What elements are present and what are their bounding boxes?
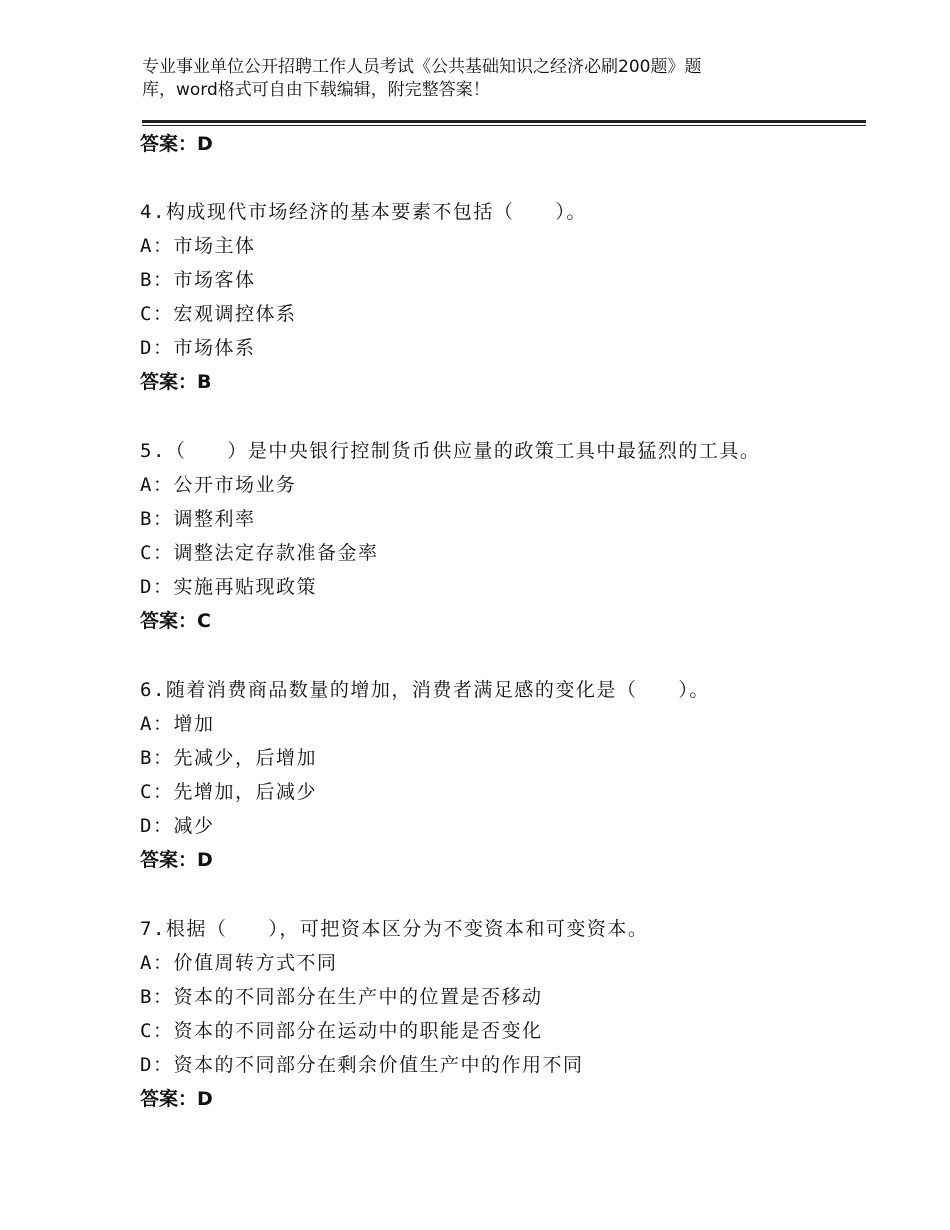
option-c: C：先增加，后减少	[140, 781, 317, 803]
option-b: B：市场客体	[140, 269, 256, 291]
question-4	[140, 195, 860, 399]
option-d: D：资本的不同部分在剩余价值生产中的作用不同	[140, 1054, 584, 1076]
option-d: D：市场体系	[140, 337, 256, 359]
answer: 答案：B	[140, 371, 212, 393]
question-list	[140, 128, 860, 1116]
answer: 答案：D	[140, 849, 213, 871]
header-divider-thick	[142, 120, 866, 123]
header-line-2: 库，word格式可自由下载编辑，附完整答案！	[142, 80, 490, 100]
header-divider-thin	[142, 125, 866, 126]
answer: 答案：C	[140, 610, 211, 632]
option-b: B：先减少，后增加	[140, 747, 317, 769]
answer: 答案：D	[140, 1088, 213, 1110]
option-a: A：增加	[140, 713, 215, 735]
option-d: D：实施再贴现政策	[140, 576, 317, 598]
option-d: D：减少	[140, 815, 215, 837]
option-b: B：调整利率	[140, 508, 256, 530]
document-header	[142, 56, 802, 102]
top-answer: 答案：D	[140, 133, 213, 155]
header-line-1: 专业事业单位公开招聘工作人员考试《公共基础知识之经济必刷200题》题	[142, 57, 702, 77]
option-c: C：资本的不同部分在运动中的职能是否变化	[140, 1020, 543, 1042]
question-6	[140, 673, 860, 877]
question-stem: 4.构成现代市场经济的基本要素不包括（ ）。	[140, 201, 587, 223]
option-a: A：公开市场业务	[140, 474, 297, 496]
option-a: A：市场主体	[140, 235, 256, 257]
question-5	[140, 434, 860, 638]
question-stem: 5.（ ）是中央银行控制货币供应量的政策工具中最猛烈的工具。	[140, 440, 761, 462]
option-a: A：价值周转方式不同	[140, 952, 338, 974]
question-7	[140, 912, 860, 1116]
question-stem: 6.随着消费商品数量的增加，消费者满足感的变化是（ ）。	[140, 679, 710, 701]
question-stem: 7.根据（ ），可把资本区分为不变资本和可变资本。	[140, 918, 649, 940]
option-c: C：调整法定存款准备金率	[140, 542, 379, 564]
option-b: B：资本的不同部分在生产中的位置是否移动	[140, 986, 543, 1008]
option-c: C：宏观调控体系	[140, 303, 297, 325]
